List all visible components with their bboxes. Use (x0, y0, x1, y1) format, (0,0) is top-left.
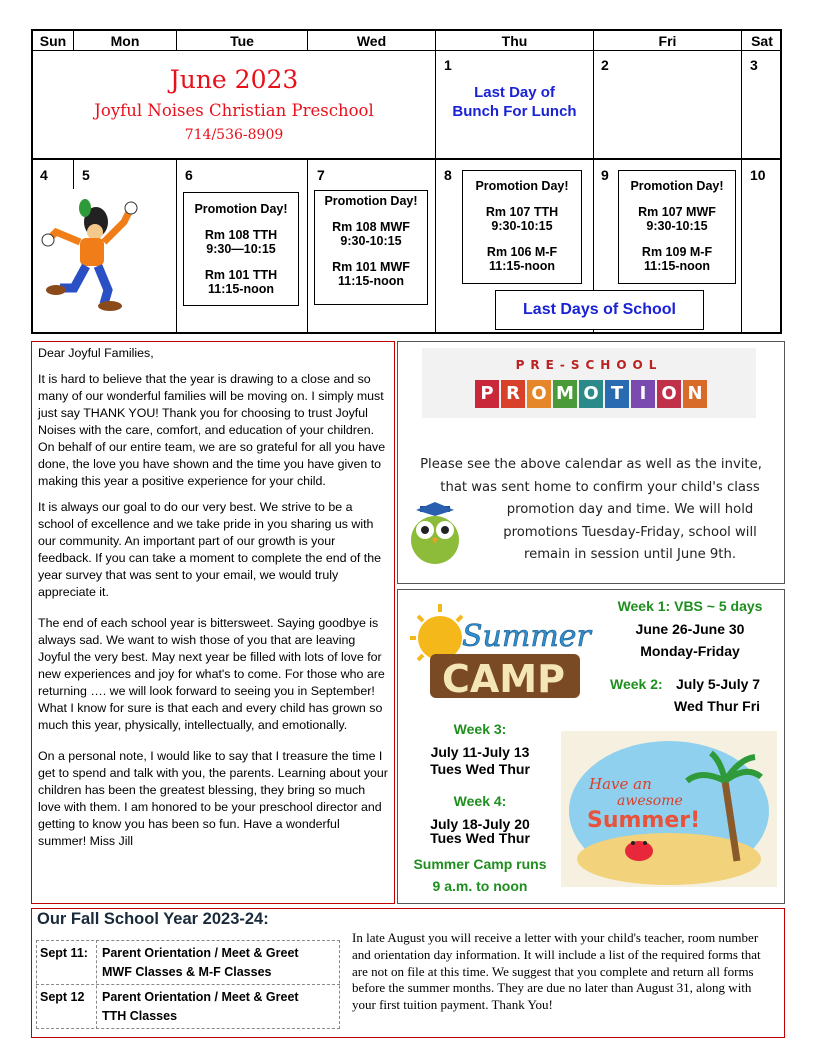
camp-week4-dates: July 18-July 20 (430, 816, 530, 832)
goofy-cartoon-image (38, 192, 150, 314)
camp-week3-label: Week 3: (453, 721, 507, 737)
camp-week1-days: Monday-Friday (640, 643, 740, 659)
fall-event-line: Parent Orientation / Meet & Greet (102, 946, 299, 960)
promo-time: 9:30-10:15 (646, 219, 708, 233)
fall-event-line: Parent Orientation / Meet & Greet (102, 990, 299, 1004)
day-name-fri: Fri (658, 33, 677, 49)
camp-week2-days: Wed Thur Fri (674, 698, 761, 714)
awesome-summer-sticker-image (561, 731, 777, 887)
promo-heading: Promotion Day! (630, 179, 724, 193)
sticker-have-an: Have an (589, 775, 652, 793)
banner-letter: O (657, 380, 681, 408)
grid-line (73, 159, 74, 189)
letter-paragraph: On a personal note, I would like to say that I treasure the time I get to spend and talk with you, the parents. Learning about your children has been the greatest blessing, they bring so much love with them. I am honored to be your preschool director and getting to know you has been so fun. Have a wonderful summer! Miss Jill (38, 749, 388, 848)
banner-promotion-letters (475, 380, 707, 408)
promo-room: Rm 109 M-F (641, 245, 713, 259)
banner-letter: O (579, 380, 603, 408)
grid-line (176, 159, 177, 333)
promotion-text-line: Please see the above calendar as well as the invite, (420, 457, 762, 472)
camp-logo-summer: Summer (462, 619, 591, 654)
promo-time: 9:30-10:15 (340, 234, 402, 248)
fall-row-date: Sept 11: (40, 946, 88, 960)
promo-heading: Promotion Day! (475, 179, 569, 193)
fall-row-date: Sept 12 (40, 990, 85, 1004)
banner-letter: P (475, 380, 499, 408)
promo-time: 11:15-noon (338, 274, 404, 288)
school-name: Joyful Noises Christian Preschool (94, 101, 374, 120)
day-number: 5 (82, 167, 90, 183)
calendar-row-divider (31, 158, 782, 160)
grid-line (307, 159, 308, 333)
grid-line (593, 30, 594, 333)
promo-wed-box (314, 190, 428, 305)
day-number: 9 (601, 167, 609, 183)
fall-title: Our Fall School Year 2023-24: (37, 910, 269, 928)
promotion-banner-image (422, 348, 756, 418)
day-number: 1 (444, 57, 452, 73)
last-day-bunch-lunch (436, 83, 593, 121)
camp-week2-dates: July 5-July 7 (676, 676, 761, 692)
banner-letter: R (501, 380, 525, 408)
last-days-of-school: Last Days of School (495, 290, 704, 330)
school-phone: 714/536-8909 (184, 127, 284, 143)
promo-tue-box (183, 192, 299, 306)
camp-runs-line2: 9 a.m. to noon (432, 878, 528, 894)
banner-letter: M (553, 380, 577, 408)
day-name-sun: Sun (39, 33, 67, 49)
promo-time: 9:30-10:15 (491, 219, 553, 233)
summer-camp-logo (402, 598, 594, 708)
camp-week2-label: Week 2: (610, 676, 663, 692)
day-name-thu: Thu (501, 33, 528, 49)
day-number: 3 (750, 57, 758, 73)
promo-heading: Promotion Day! (324, 194, 418, 208)
day-number: 6 (185, 167, 193, 183)
camp-logo-camp: CAMP (442, 657, 565, 701)
day-name-mon: Mon (110, 33, 140, 49)
day-name-sat: Sat (751, 33, 773, 49)
day-number: 2 (601, 57, 609, 73)
fall-table-divider (36, 984, 340, 985)
banner-letter: N (683, 380, 707, 408)
letter-paragraph: The end of each school year is bittersweet. Saying goodbye is always sad. We want to wish those of you that are leaving Joyful the very best. May next year be filled with lots of love for new experiences and joy for what's to come. For those who are returning …. we will look forward to seeing you in September! What I know for sure is that each and every child has grown so much this year, physically, intellectually, and emotionally. (38, 616, 385, 732)
day-number: 8 (444, 167, 452, 183)
owl-graduate-icon (404, 502, 466, 566)
camp-week3-days: Tues Wed Thur (430, 761, 530, 777)
promo-time: 11:15-noon (208, 282, 274, 296)
day-number: 10 (750, 167, 766, 183)
promo-time: 11:15-noon (489, 259, 555, 273)
promo-time: 9:30—10:15 (206, 242, 276, 256)
camp-runs-line1: Summer Camp runs (413, 856, 547, 872)
day-number: 7 (317, 167, 325, 183)
day-name-wed: Wed (356, 33, 387, 49)
camp-week1-dates: June 26-June 30 (635, 621, 745, 637)
banner-preschool-text: PRE-SCHOOL (515, 358, 663, 372)
fall-event-line: MWF Classes & M-F Classes (102, 965, 272, 979)
promo-room: Rm 106 M-F (486, 245, 558, 259)
grid-line (435, 30, 436, 333)
promo-room: Rm 101 MWF (332, 260, 410, 274)
camp-week1-label: Week 1: VBS ~ 5 days (617, 598, 763, 614)
camp-week4-label: Week 4: (453, 793, 507, 809)
sticker-awesome: awesome (617, 793, 683, 809)
sticker-summer: Summer! (587, 808, 701, 833)
promo-room: Rm 101 TTH (204, 268, 278, 282)
event-line: Last Day of (474, 84, 555, 101)
promotion-text-line: promotions Tuesday-Friday, school will (503, 524, 757, 540)
promo-fri-box (618, 170, 736, 284)
promotion-text-line: promotion day and time. We will hold (506, 502, 754, 517)
promo-room: Rm 107 TTH (485, 205, 559, 219)
fall-event-line: TTH Classes (102, 1009, 178, 1023)
camp-week3-dates: July 11-July 13 (430, 744, 530, 760)
promotion-text-line: remain in session until June 9th. (523, 547, 737, 562)
month-title: June 2023 (169, 65, 299, 94)
letter-body (38, 345, 390, 859)
banner-letter: O (527, 380, 551, 408)
promo-heading: Promotion Day! (194, 202, 288, 216)
letter-paragraph: It is always our goal to do our very best. We strive to be a school of excellence and we take pride in you sharing us with our community. An important part of our growth is your feedback. If you can take a moment to complete the end of the year survey that was sent to your email, we would truly appreciate it. (38, 500, 382, 599)
banner-letter: T (605, 380, 629, 408)
letter-greeting: Dear Joyful Families, (38, 346, 154, 360)
promo-room: Rm 108 MWF (332, 220, 410, 234)
day-number: 4 (40, 167, 48, 183)
day-name-tue: Tue (230, 33, 254, 49)
promo-room: Rm 108 TTH (204, 228, 278, 242)
promo-time: 11:15-noon (644, 259, 710, 273)
promotion-text-line: that was sent home to confirm your child's class (440, 479, 760, 495)
letter-paragraph: It is hard to believe that the year is drawing to a close and so many of our wonderful families will be moving on. I simply must just say THANK YOU! Thank you for choosing to trust Joyful Noises with the care, comfort, and education of your children. On behalf of our entire team, we are so grateful for all you have done, the love you have shown and the time you have given to making this year a positive experience for your child. (38, 372, 386, 488)
fall-row-event (102, 944, 299, 982)
grid-line (741, 30, 742, 333)
fall-note: In late August you will receive a letter with your child's teacher, room number and orientation day information. It will include a list of the required forms that are not on file at this time. We suggest that you complete and return all forms before the summer months. They are due no later than August 31, along with your first tuition payment. Thank You! (352, 930, 761, 1013)
event-line: Bunch For Lunch (452, 103, 577, 120)
fall-row-event (102, 988, 299, 1026)
camp-week4-days: Tues Wed Thur (430, 830, 530, 846)
promo-room: Rm 107 MWF (638, 205, 716, 219)
banner-letter: I (631, 380, 655, 408)
promo-thu-box (462, 170, 582, 284)
fall-table-divider (96, 940, 97, 1029)
